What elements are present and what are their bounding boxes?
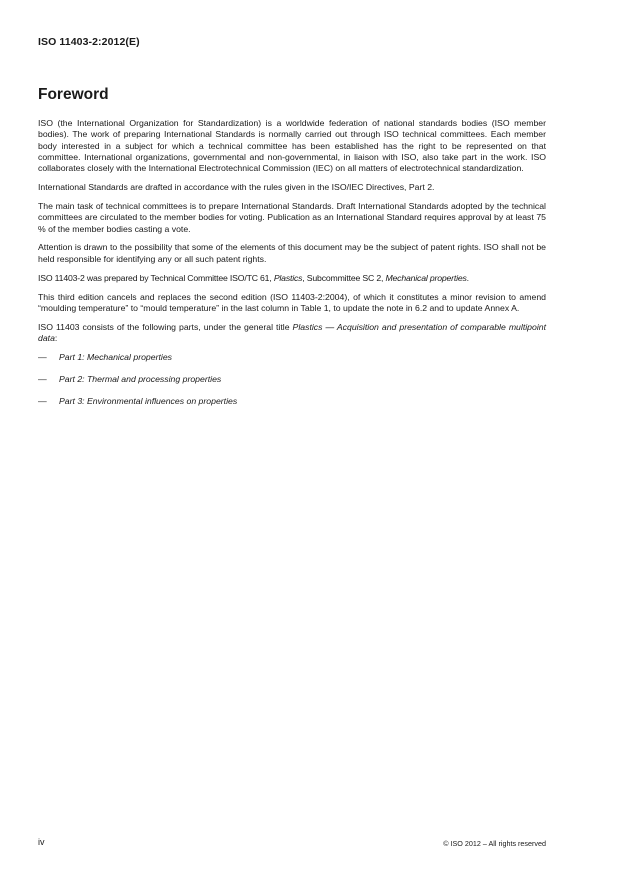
prepared-by-subcommittee: , Subcommittee SC 2, <box>302 272 386 283</box>
document-identifier: ISO 11403-2:2012(E) <box>38 36 140 48</box>
paragraph-committee-task: The main task of technical committees is to prepare International Standards. Draft International Standards adopted by the technical committees are circulated to the member bodies for voting. Publication as an International Standard requires approval by at least 75 % of the member bodies casting a vote. <box>38 200 546 234</box>
general-title: Plastics — Acquisition and presentation of comparable multipoint data <box>38 321 546 344</box>
foreword-body <box>38 118 546 418</box>
paragraph-iso-overview: ISO (the International Organization for Standardization) is a worldwide federation of national standards bodies (ISO member bodies). The work of preparing International Standards is normally carried out through ISO technical committees. Each member body interested in a subject for which a technical committee has been established has the right to be represented on that committee. International organizations, governmental and non-governmental, in liaison with ISO, also take part in the work. ISO collaborates closely with the International Electrotechnical Commission (IEC) on all matters of electrotechnical standardization. <box>38 118 546 174</box>
list-dash: — <box>38 396 47 407</box>
parts-intro-end: : <box>54 333 58 344</box>
prepared-by-end: . <box>466 272 469 283</box>
paragraph-patent-notice: Attention is drawn to the possibility that some of the elements of this document may be the subject of patent rights. ISO shall not be held responsible for identifying any or all such patent rights. <box>38 242 546 264</box>
copyright-notice: © ISO 2012 – All rights reserved <box>443 839 546 848</box>
part-title: Part 2: Thermal and processing properties <box>59 374 222 384</box>
list-item <box>38 396 546 407</box>
list-item <box>38 352 546 363</box>
subcommittee-name: Mechanical properties <box>385 272 467 283</box>
list-dash: — <box>38 374 47 384</box>
list-item <box>38 374 546 385</box>
section-title: Foreword <box>38 86 109 103</box>
parts-intro-text: ISO 11403 consists of the following parts, under the general title <box>38 321 293 332</box>
paragraph-edition-note: This third edition cancels and replaces the second edition (ISO 11403-2:2004), of which it constitutes a minor revision to amend “moulding temperature” to “mould temperature” in the last column in Table 1, to update the note in 6.2 and to update Annex A. <box>38 291 546 313</box>
parts-list <box>38 352 546 407</box>
paragraph-prepared-by <box>38 273 546 284</box>
part-title: Part 3: Environmental influences on properties <box>59 396 238 407</box>
prepared-by-text: ISO 11403-2 was prepared by Technical Committee ISO/TC 61, <box>38 272 274 283</box>
page-number: iv <box>38 837 45 847</box>
part-title: Part 1: Mechanical properties <box>59 351 172 362</box>
committee-name: Plastics <box>273 272 303 283</box>
list-dash: — <box>38 351 47 362</box>
paragraph-parts-intro <box>38 322 546 345</box>
paragraph-directives: International Standards are drafted in accordance with the rules given in the ISO/IEC Directives, Part 2. <box>38 182 435 193</box>
